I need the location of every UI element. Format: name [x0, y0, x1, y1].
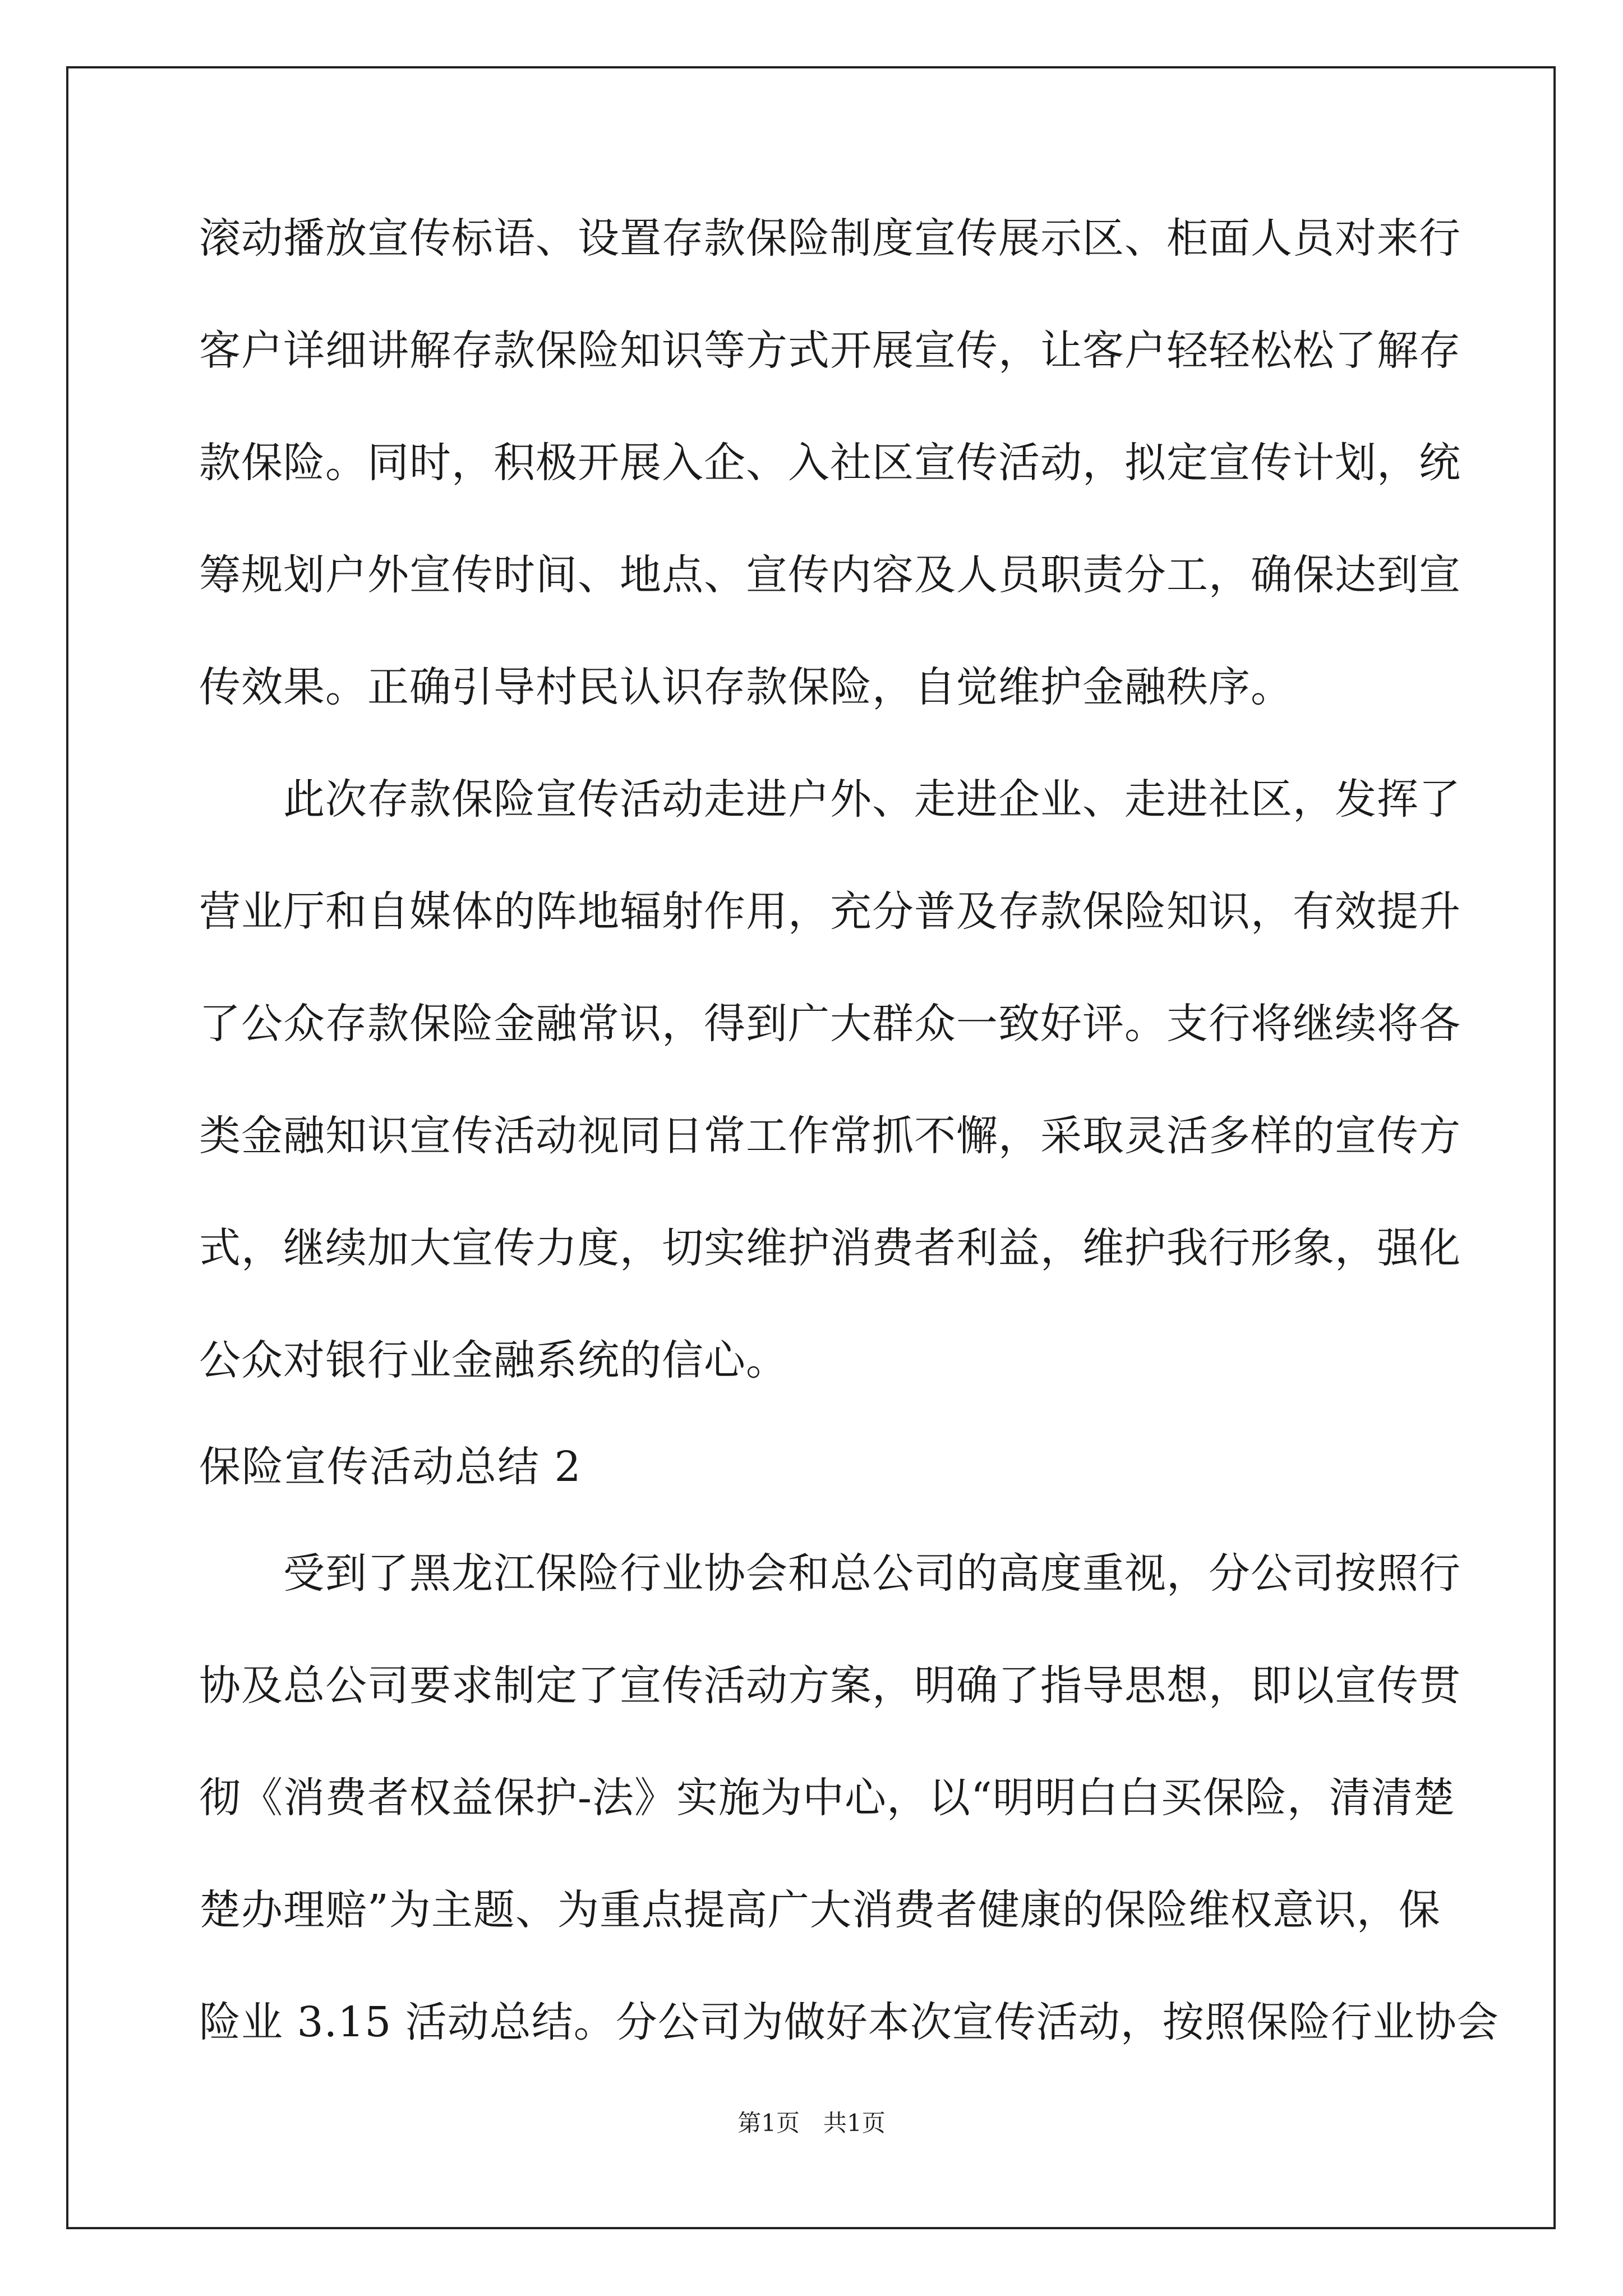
- text-line: 了公众存款保险金融常识，得到广大群众一致好评。支行将继续将各: [199, 1000, 1461, 1048]
- text-line: 滚动播放宣传标语、设置存款保险制度宣传展示区、柜面人员对来行: [199, 214, 1461, 263]
- text-line: 楚办理赔”为主题、为重点提高广大消费者健康的保险维权意识，保: [199, 1886, 1441, 1934]
- text-line: 传效果。正确引导村民认识存款保险，自觉维护金融秩序。: [199, 663, 1293, 711]
- text-line: 此次存款保险宣传活动走进户外、走进企业、走进社区，发挥了: [199, 775, 1461, 823]
- text-line: 协及总公司要求制定了宣传活动方案，明确了指导思想，即以宣传贯: [199, 1662, 1461, 1710]
- text-line: 受到了黑龙江保险行业协会和总公司的高度重视，分公司按照行: [199, 1549, 1461, 1598]
- text-line: 客户详细讲解存款保险知识等方式开展宣传，让客户轻轻松松了解存: [199, 326, 1461, 375]
- page-number-footer: 第1页 共1页: [737, 2109, 886, 2137]
- text-line: 险业 3.15 活动总结。分公司为做好本次宣传活动，按照保险行业协会: [199, 1998, 1499, 2046]
- text-line: 筹规划户外宣传时间、地点、宣传内容及人员职责分工，确保达到宣: [199, 551, 1461, 599]
- text-line: 彻《消费者权益保护-法》实施为中心，以“明明白白买保险，清清楚: [199, 1774, 1455, 1822]
- text-line: 式，继续加大宣传力度，切实维护消费者利益，维护我行形象，强化: [199, 1224, 1461, 1272]
- text-line: 公众对银行业金融系统的信心。: [199, 1336, 788, 1384]
- text-line: 类金融知识宣传活动视同日常工作常抓不懈，采取灵活多样的宣传方: [199, 1112, 1461, 1160]
- text-line: 款保险。同时，积极开展入企、入社区宣传活动，拟定宣传计划，统: [199, 439, 1461, 487]
- section-heading: 保险宣传活动总结 2: [199, 1443, 582, 1491]
- text-line: 营业厅和自媒体的阵地辐射作用，充分普及存款保险知识，有效提升: [199, 887, 1461, 936]
